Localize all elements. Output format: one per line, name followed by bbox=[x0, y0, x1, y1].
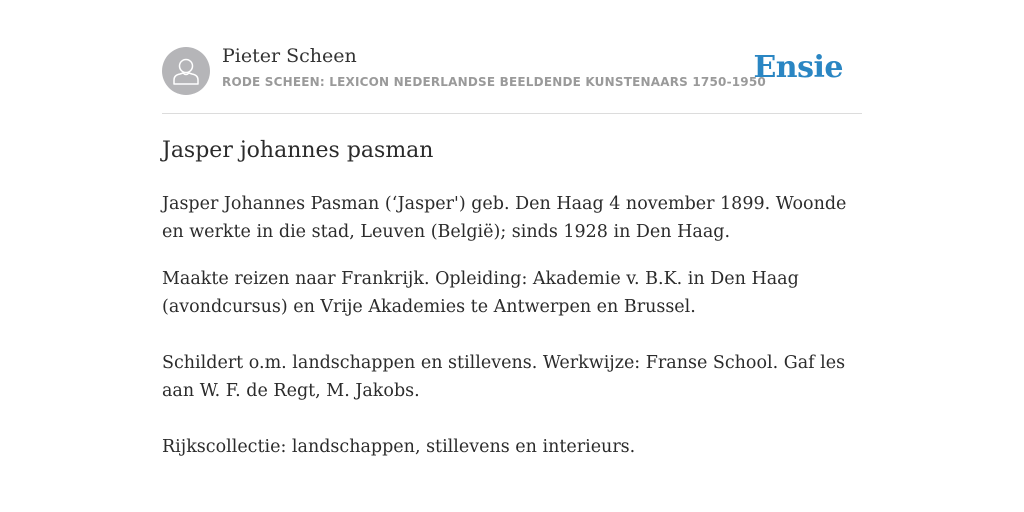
author-avatar[interactable] bbox=[162, 47, 210, 95]
article-body bbox=[162, 190, 862, 461]
paragraph-spacer bbox=[162, 405, 862, 433]
paragraph: Jasper Johannes Pasman (‘Jasper') geb. Den Haag 4 november 1899. Woonde en werkte in die stad, Leuven (België); sinds 1928 in Den Haag. bbox=[162, 194, 847, 242]
paragraph: Rijkscollectie: landschappen, stillevens en interieurs. bbox=[162, 437, 636, 457]
paragraph-spacer bbox=[162, 321, 862, 349]
article-page bbox=[162, 0, 862, 457]
paragraph: Maakte reizen naar Frankrijk. Opleiding: Akademie v. B.K. in Den Haag (avondcursus) en Vrije Akademies te Antwerpen en Brussel. bbox=[162, 269, 799, 317]
user-icon bbox=[162, 47, 210, 95]
author-name[interactable]: Pieter Scheen bbox=[222, 45, 357, 67]
article-header bbox=[162, 0, 862, 114]
paragraph: Schildert o.m. landschappen en stillevens. Werkwijze: Franse School. Gaf les aan W. F. de Regt, M. Jakobs. bbox=[162, 353, 846, 401]
article-title: Jasper johannes pasman bbox=[162, 138, 434, 163]
source-title[interactable]: RODE SCHEEN: LEXICON NEDERLANDSE BEELDENDE KUNSTENAARS 1750-1950 bbox=[222, 75, 766, 89]
ensie-logo[interactable]: Ensie bbox=[753, 50, 843, 85]
